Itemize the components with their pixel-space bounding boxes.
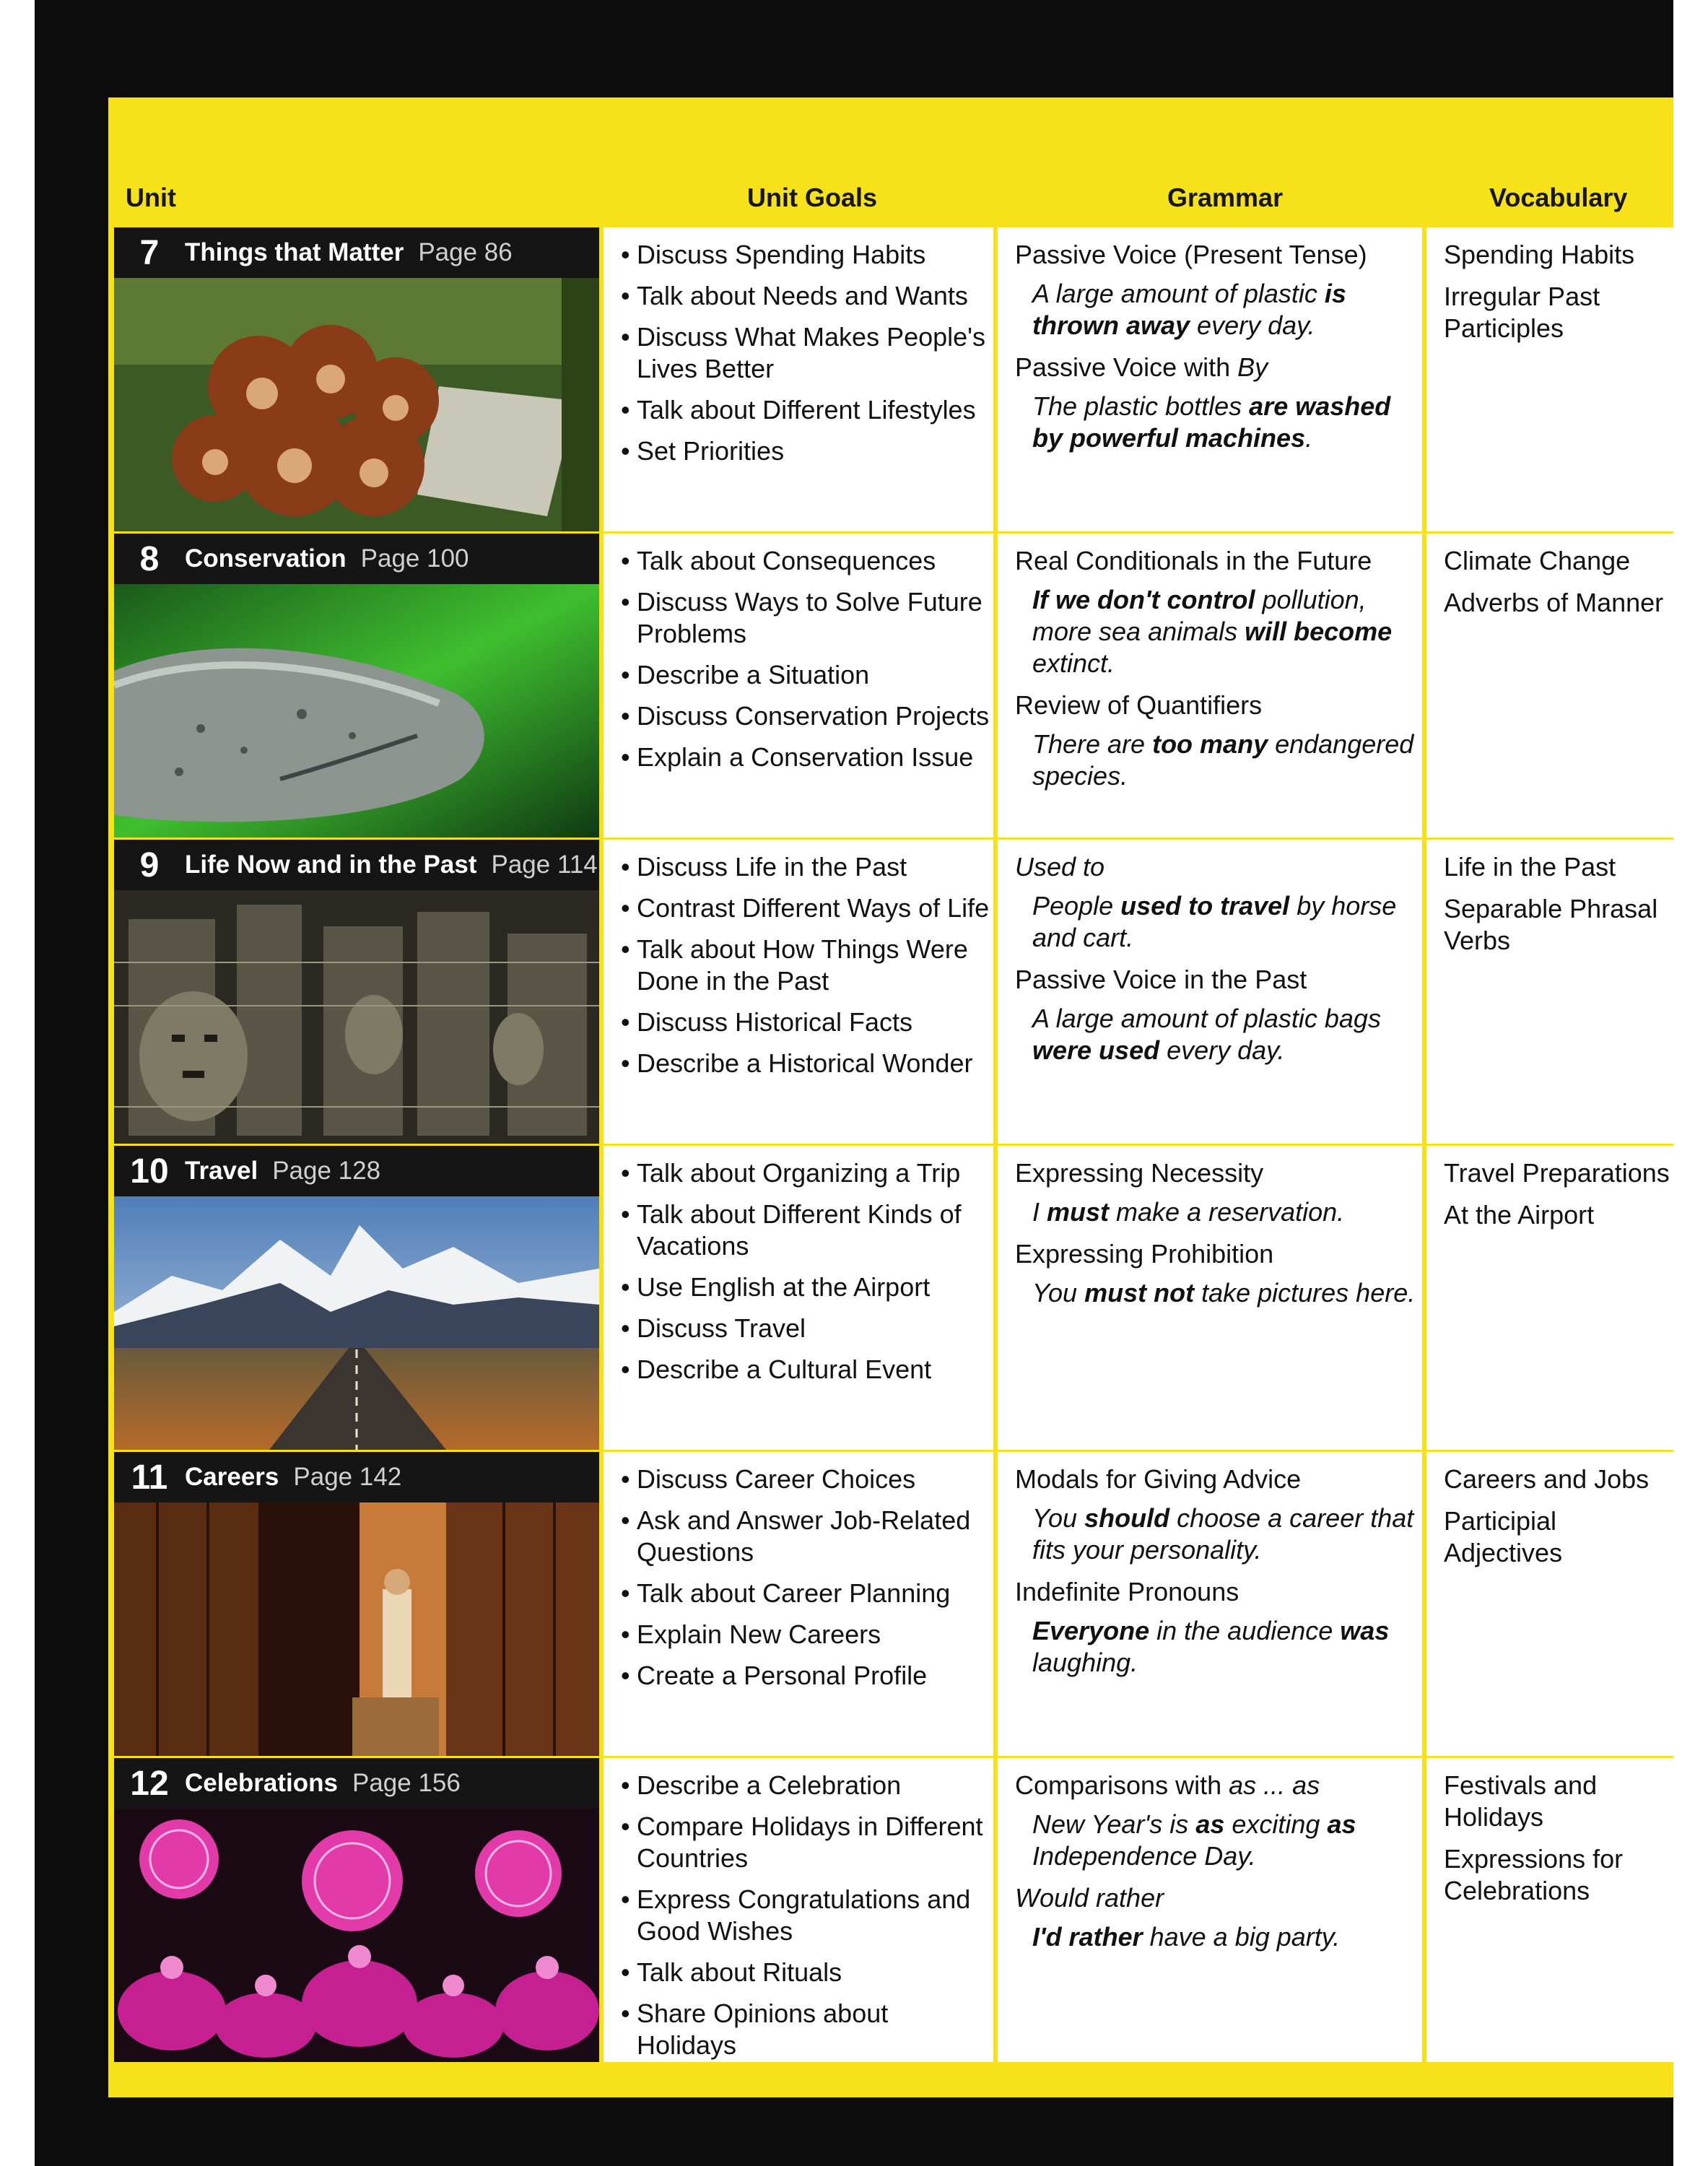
grammar-point (1015, 239, 1422, 271)
unit-number: 12 (130, 1764, 169, 1803)
header-unit: Unit (126, 183, 176, 212)
vocabulary-cell (1426, 840, 1673, 1144)
unit-goals-cell (604, 1452, 993, 1756)
unit-page: Page 128 (272, 1157, 381, 1185)
grammar-example-text: exciting (1224, 1809, 1328, 1839)
vocabulary-item: Spending Habits (1444, 240, 1635, 269)
vocabulary-item: Separable Phrasal Verbs (1444, 894, 1658, 955)
unit-image-cell (114, 1146, 599, 1450)
unit-goals-cell (604, 840, 993, 1144)
unit-page: Page 100 (360, 544, 469, 573)
vocabulary-item: At the Airport (1444, 1200, 1595, 1230)
unit-title-bar (114, 1758, 599, 1809)
grammar-point-text: Used to (1015, 852, 1105, 882)
grammar-example-text: extinct. (1032, 648, 1115, 678)
grammar-example-text: choose a career that fits your personality. (1032, 1503, 1414, 1565)
unit-page: Page 142 (293, 1463, 402, 1491)
grammar-example-text: should (1084, 1503, 1170, 1533)
unit-title-bar (114, 840, 599, 890)
grammar-point-text: Review of Quantifiers (1015, 690, 1263, 720)
unit-goal: • Ask and Answer Job-Related Questions (621, 1505, 993, 1568)
grammar-point-text: as ... as (1229, 1770, 1320, 1800)
unit-number: 10 (130, 1152, 169, 1191)
grammar-point (1015, 1238, 1422, 1270)
vocabulary-cell (1426, 534, 1673, 838)
vocabulary-item: Irregular Past Participles (1444, 282, 1600, 343)
unit-photo (114, 278, 599, 531)
unit-goal: • Discuss Career Choices (621, 1463, 993, 1495)
unit-goal: • Talk about Consequences (621, 545, 993, 577)
grammar-point-text: Would rather (1015, 1883, 1164, 1913)
grammar-point-text: Real Conditionals in the Future (1015, 546, 1372, 575)
unit-title: Careers (185, 1463, 279, 1491)
grammar-example-text: laughing. (1032, 1648, 1138, 1677)
unit-title: Conservation (185, 544, 347, 573)
grammar-example-text: Independence Day. (1032, 1841, 1256, 1871)
unit-goal: • Explain New Careers (621, 1619, 993, 1650)
unit-row (114, 1758, 1673, 2062)
grammar-point (1015, 964, 1422, 996)
unit-title: Celebrations (185, 1769, 338, 1797)
grammar-example-text: A large amount of plastic bags (1032, 1004, 1381, 1033)
grammar-point-text: Passive Voice in the Past (1015, 965, 1307, 994)
grammar-example-text: There are (1032, 729, 1153, 759)
grammar-point-text: Expressing Necessity (1015, 1158, 1264, 1188)
grammar-example-text: A large amount of plastic (1032, 279, 1325, 308)
unit-goal: • Express Congratulations and Good Wishes (621, 1884, 993, 1947)
unit-page: Page 86 (418, 238, 513, 266)
grammar-example-text: too many (1152, 729, 1268, 759)
unit-goal: • Talk about Different Lifestyles (621, 394, 993, 426)
grammar-example-text: every day. (1190, 310, 1315, 340)
grammar-example (1032, 1502, 1422, 1566)
grammar-example (1032, 278, 1422, 342)
unit-goal: • Use English at the Airport (621, 1271, 993, 1303)
grammar-point (1015, 1576, 1422, 1608)
grammar-example (1032, 1277, 1422, 1309)
grammar-point (1015, 1463, 1422, 1495)
grammar-point-text: Comparisons with (1015, 1770, 1229, 1800)
unit-goal: • Set Priorities (621, 435, 993, 467)
grammar-example-text: was (1340, 1616, 1390, 1645)
grammar-example-text: . (1305, 423, 1313, 453)
grammar-example (1032, 728, 1422, 792)
grammar-example-text: were used (1032, 1035, 1160, 1065)
vocabulary-cell (1426, 227, 1673, 531)
grammar-example (1032, 1809, 1422, 1872)
grammar-point (1015, 352, 1422, 383)
grammar-cell (998, 840, 1422, 1144)
unit-goal: • Talk about How Things Were Done in the Past (621, 934, 993, 997)
header-grammar: Grammar (1167, 183, 1284, 212)
grammar-cell (998, 227, 1422, 531)
grammar-example-text: as (1195, 1809, 1225, 1839)
grammar-example-text: must (1047, 1197, 1110, 1227)
vocabulary-item: Travel Preparations (1444, 1158, 1670, 1188)
unit-goal: • Share Opinions about Holidays (621, 1998, 993, 2061)
unit-goals-cell (604, 227, 993, 531)
unit-number: 8 (139, 539, 160, 578)
grammar-example-text: If we don't control (1032, 585, 1255, 614)
unit-photo (114, 890, 599, 1144)
grammar-point-text: Passive Voice with (1015, 352, 1238, 382)
unit-image-cell (114, 840, 599, 1144)
grammar-point (1015, 1157, 1422, 1189)
grammar-point (1015, 851, 1422, 883)
grammar-cell (998, 1452, 1422, 1756)
unit-title-bar (114, 534, 599, 584)
contents-table (108, 97, 1673, 2097)
unit-goal: • Talk about Organizing a Trip (621, 1157, 993, 1189)
grammar-example (1032, 1196, 1422, 1228)
grammar-example-text: People (1032, 891, 1121, 921)
unit-goal: • Describe a Situation (621, 659, 993, 691)
unit-goals-cell (604, 1146, 993, 1450)
unit-goal: • Talk about Career Planning (621, 1578, 993, 1609)
grammar-example (1032, 391, 1422, 454)
unit-goal: • Discuss Life in the Past (621, 851, 993, 883)
unit-goal: • Describe a Historical Wonder (621, 1048, 993, 1079)
vocabulary-item: Expressions for Celebrations (1444, 1844, 1624, 1905)
grammar-example (1032, 1921, 1422, 1953)
unit-goal: • Describe a Cultural Event (621, 1354, 993, 1386)
unit-row (114, 1146, 1673, 1450)
vocabulary-item: Participial Adjectives (1444, 1506, 1563, 1567)
unit-goal: • Explain a Conservation Issue (621, 741, 993, 773)
grammar-example-text: take pictures here. (1194, 1278, 1416, 1308)
grammar-example-text: endangered species. (1032, 729, 1414, 791)
grammar-example-text: as (1327, 1809, 1356, 1839)
unit-goal: • Describe a Celebration (621, 1770, 993, 1801)
unit-title-bar (114, 1452, 599, 1502)
unit-goals-cell (604, 534, 993, 838)
grammar-point-text: Passive Voice (Present Tense) (1015, 240, 1367, 269)
unit-goal: • Discuss Historical Facts (621, 1006, 993, 1038)
grammar-example-text: every day. (1159, 1035, 1285, 1065)
header-unit-goals: Unit Goals (747, 183, 878, 212)
grammar-example-text: will become (1245, 617, 1393, 646)
unit-goal: • Discuss Spending Habits (621, 239, 993, 271)
grammar-example-text: I (1032, 1197, 1047, 1227)
unit-row (114, 1452, 1673, 1756)
grammar-point-text: Expressing Prohibition (1015, 1239, 1274, 1269)
unit-goal: • Compare Holidays in Different Countries (621, 1811, 993, 1874)
grammar-example-text: Everyone (1032, 1616, 1150, 1645)
vocabulary-cell (1426, 1146, 1673, 1450)
vocabulary-item: Adverbs of Manner (1444, 588, 1664, 617)
grammar-example-text: make a reservation. (1109, 1197, 1345, 1227)
grammar-example (1032, 890, 1422, 954)
grammar-point (1015, 690, 1422, 721)
grammar-example-text: are washed by powerful machines (1032, 391, 1391, 453)
grammar-point (1015, 1882, 1422, 1914)
unit-number: 9 (139, 845, 160, 884)
vocabulary-cell (1426, 1452, 1673, 1756)
unit-number: 7 (139, 233, 160, 272)
grammar-example-text: You (1032, 1278, 1085, 1308)
unit-image-cell (114, 1452, 599, 1756)
grammar-cell (998, 534, 1422, 838)
unit-title-bar (114, 227, 599, 278)
grammar-cell (998, 1758, 1422, 2062)
grammar-example-text: I'd rather (1032, 1922, 1143, 1952)
unit-title: Travel (185, 1157, 258, 1185)
grammar-example-text: New Year's is (1032, 1809, 1196, 1839)
unit-row (114, 534, 1673, 838)
grammar-example-text: used to travel (1120, 891, 1290, 921)
grammar-example-text: have a big party. (1142, 1922, 1341, 1952)
vocabulary-item: Festivals and Holidays (1444, 1770, 1598, 1832)
unit-image-cell (114, 1758, 599, 2062)
unit-goal: • Contrast Different Ways of Life (621, 892, 993, 924)
unit-title: Life Now and in the Past (185, 851, 477, 879)
vocabulary-item: Climate Change (1444, 546, 1631, 575)
grammar-example-text: must not (1084, 1278, 1195, 1308)
grammar-example (1032, 584, 1422, 679)
vocabulary-item: Careers and Jobs (1444, 1464, 1650, 1494)
grammar-point (1015, 545, 1422, 577)
grammar-example-text: The plastic bottles (1032, 391, 1250, 421)
unit-goal: • Create a Personal Profile (621, 1660, 993, 1692)
unit-photo (114, 1809, 599, 2062)
unit-goal: • Talk about Needs and Wants (621, 280, 993, 312)
unit-image-cell (114, 227, 599, 531)
unit-image-cell (114, 534, 599, 838)
unit-goal: • Discuss Conservation Projects (621, 700, 993, 732)
unit-title-bar (114, 1146, 599, 1196)
grammar-example-text: You (1032, 1503, 1085, 1533)
unit-goal: • Talk about Rituals (621, 1957, 993, 1988)
grammar-point (1015, 1770, 1422, 1801)
grammar-point-text: Indefinite Pronouns (1015, 1577, 1239, 1606)
grammar-example-text: by horse and cart. (1032, 891, 1397, 952)
unit-row (114, 227, 1673, 531)
unit-number: 11 (131, 1458, 168, 1497)
grammar-cell (998, 1146, 1422, 1450)
grammar-example (1032, 1615, 1422, 1679)
grammar-example-text: pollution, more sea animals (1032, 585, 1367, 646)
vocabulary-item: Life in the Past (1444, 852, 1616, 882)
grammar-example-text: is thrown away (1032, 279, 1346, 340)
unit-photo (114, 1196, 599, 1450)
unit-goal: • Discuss Travel (621, 1313, 993, 1344)
unit-photo (114, 584, 599, 838)
unit-page: Page 114 (491, 851, 598, 879)
vocabulary-cell (1426, 1758, 1673, 2062)
unit-row (114, 840, 1673, 1144)
unit-goal: • Talk about Different Kinds of Vacations (621, 1199, 993, 1262)
unit-title: Things that Matter (185, 238, 404, 266)
grammar-point-text: Modals for Giving Advice (1015, 1464, 1302, 1494)
header-vocabulary: Vocabulary (1489, 183, 1628, 212)
unit-photo (114, 1502, 599, 1756)
table-header (108, 97, 1673, 227)
unit-goal: • Discuss Ways to Solve Future Problems (621, 586, 993, 650)
unit-goal: • Discuss What Makes People's Lives Better (621, 321, 993, 385)
unit-page: Page 156 (352, 1769, 461, 1797)
grammar-example (1032, 1003, 1422, 1066)
grammar-point-text: By (1237, 352, 1268, 382)
grammar-example-text: in the audience (1149, 1616, 1341, 1645)
unit-goals-cell (604, 1758, 993, 2062)
